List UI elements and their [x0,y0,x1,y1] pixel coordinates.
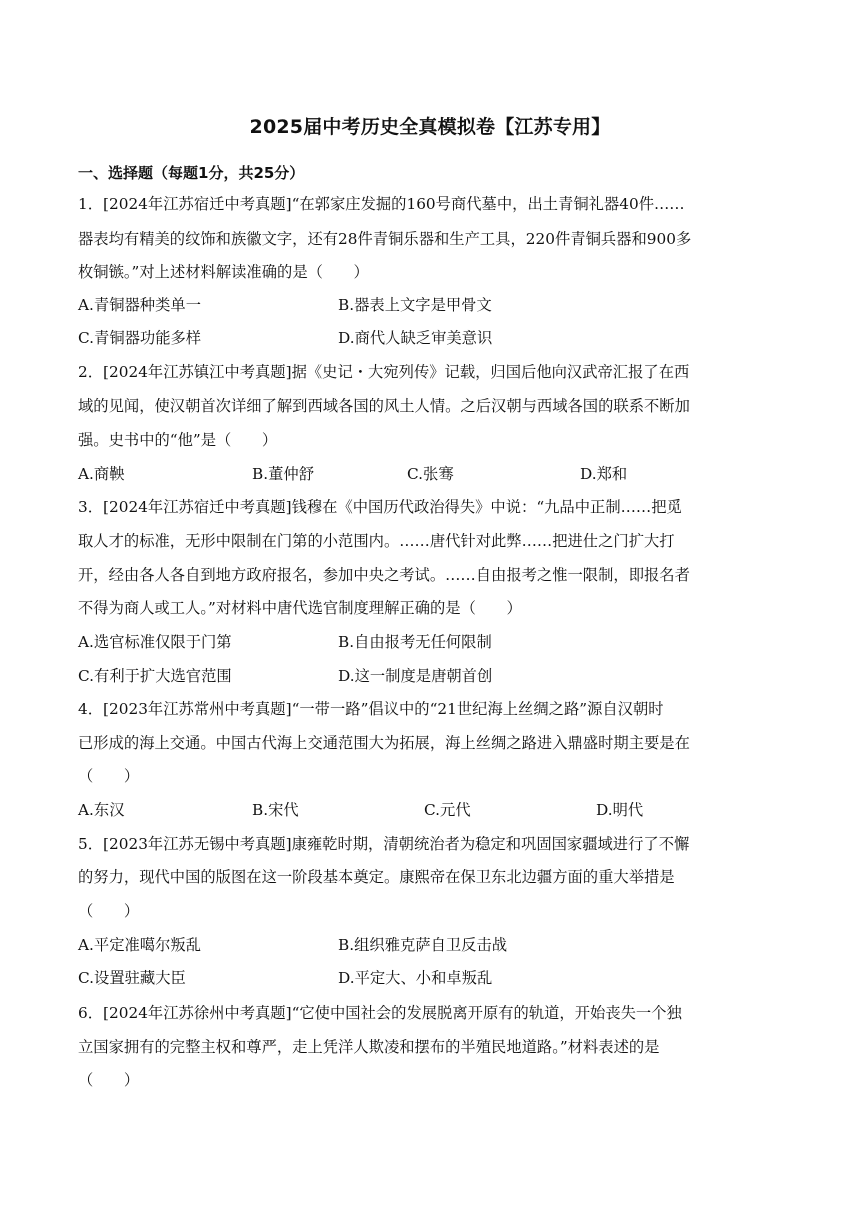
question-3-option-c[interactable]: C.有利于扩大选官范围 [78,667,232,685]
question-2-line-1: 2．[2024年江苏镇江中考真题]据《史记・大宛列传》记载，归国后他向汉武帝汇报了在西 [78,363,690,381]
question-3-line-2: 取人才的标准，无形中限制在门第的小范围内。……唐代针对此弊……把进仕之门扩大打 [78,532,675,550]
question-1-option-d[interactable]: D.商代人缺乏审美意识 [338,329,493,347]
question-4-option-b[interactable]: B.宋代 [252,801,299,819]
question-6-line-2: 立国家拥有的完整主权和尊严，走上凭洋人欺凌和摆布的半殖民地道路。”材料表述的是 [78,1038,660,1056]
question-5-option-a[interactable]: A.平定准噶尔叛乱 [78,936,201,954]
question-5-line-2: 的努力，现代中国的版图在这一阶段基本奠定。康熙帝在保卫东北边疆方面的重大举措是 [78,868,675,886]
question-1-option-a[interactable]: A.青铜器种类单一 [78,296,201,314]
exam-title: 2025届中考历史全真模拟卷【江苏专用】 [249,116,611,138]
question-4-option-c[interactable]: C.元代 [424,801,471,819]
question-5-option-c[interactable]: C.设置驻藏大臣 [78,969,186,987]
question-4-line-3: （ ） [78,767,140,785]
question-5-line-3: （ ） [78,902,140,920]
question-3-option-a[interactable]: A.选官标准仅限于门第 [78,633,232,651]
question-3-option-b[interactable]: B.自由报考无任何限制 [338,633,492,651]
question-1-line-3: 枚铜镞。”对上述材料解读准确的是（ ） [78,263,369,281]
question-2-line-3: 强。史书中的“他”是（ ） [78,431,278,449]
question-6-line-1: 6．[2024年江苏徐州中考真题]“它使中国社会的发展脱离开原有的轨道，开始丧失一个独 [78,1004,682,1022]
question-5-line-1: 5．[2023年江苏无锡中考真题]康雍乾时期，清朝统治者为稳定和巩固国家疆域进行了不懈 [78,835,690,853]
question-3-line-3: 开，经由各人各自到地方政府报名，参加中央之考试。……自由报考之惟一限制，即报名者 [78,566,690,584]
question-2-option-c[interactable]: C.张骞 [407,465,454,483]
question-2-option-d[interactable]: D.郑和 [580,465,628,483]
question-2-line-2: 域的见闻，使汉朝首次详细了解到西域各国的风土人情。之后汉朝与西域各国的联系不断加 [78,397,690,415]
question-4-option-a[interactable]: A.东汉 [78,801,125,819]
question-5-option-b[interactable]: B.组织雅克萨自卫反击战 [338,936,508,954]
question-5-option-d[interactable]: D.平定大、小和卓叛乱 [338,969,493,987]
question-2-option-a[interactable]: A.商鞅 [78,465,125,483]
section-heading: 一、选择题（每题1分，共25分） [78,164,305,182]
question-2-option-b[interactable]: B.董仲舒 [252,465,314,483]
question-4-line-2: 已形成的海上交通。中国古代海上交通范围大为拓展，海上丝绸之路进入鼎盛时期主要是在 [78,734,690,752]
question-3-line-4: 不得为商人或工人。”对材料中唐代选官制度理解正确的是（ ） [78,599,522,617]
question-6-line-3: （ ） [78,1071,140,1089]
question-1-option-b[interactable]: B.器表上文字是甲骨文 [338,296,492,314]
question-4-option-d[interactable]: D.明代 [596,801,644,819]
question-3-option-d[interactable]: D.这一制度是唐朝首创 [338,667,493,685]
question-3-line-1: 3．[2024年江苏宿迁中考真题]钱穆在《中国历代政治得失》中说：“九品中正制……把觅 [78,498,682,516]
question-4-line-1: 4．[2023年江苏常州中考真题]“一带一路”倡议中的“21世纪海上丝绸之路”源自汉朝时 [78,700,664,718]
question-1-option-c[interactable]: C.青铜器功能多样 [78,329,202,347]
question-1-line-2: 器表均有精美的纹饰和族徽文字，还有28件青铜乐器和生产工具，220件青铜兵器和900多 [78,230,692,248]
question-1-line-1: 1．[2024年江苏宿迁中考真题]“在郭家庄发掘的160号商代墓中，出土青铜礼器40件…… [78,195,685,213]
